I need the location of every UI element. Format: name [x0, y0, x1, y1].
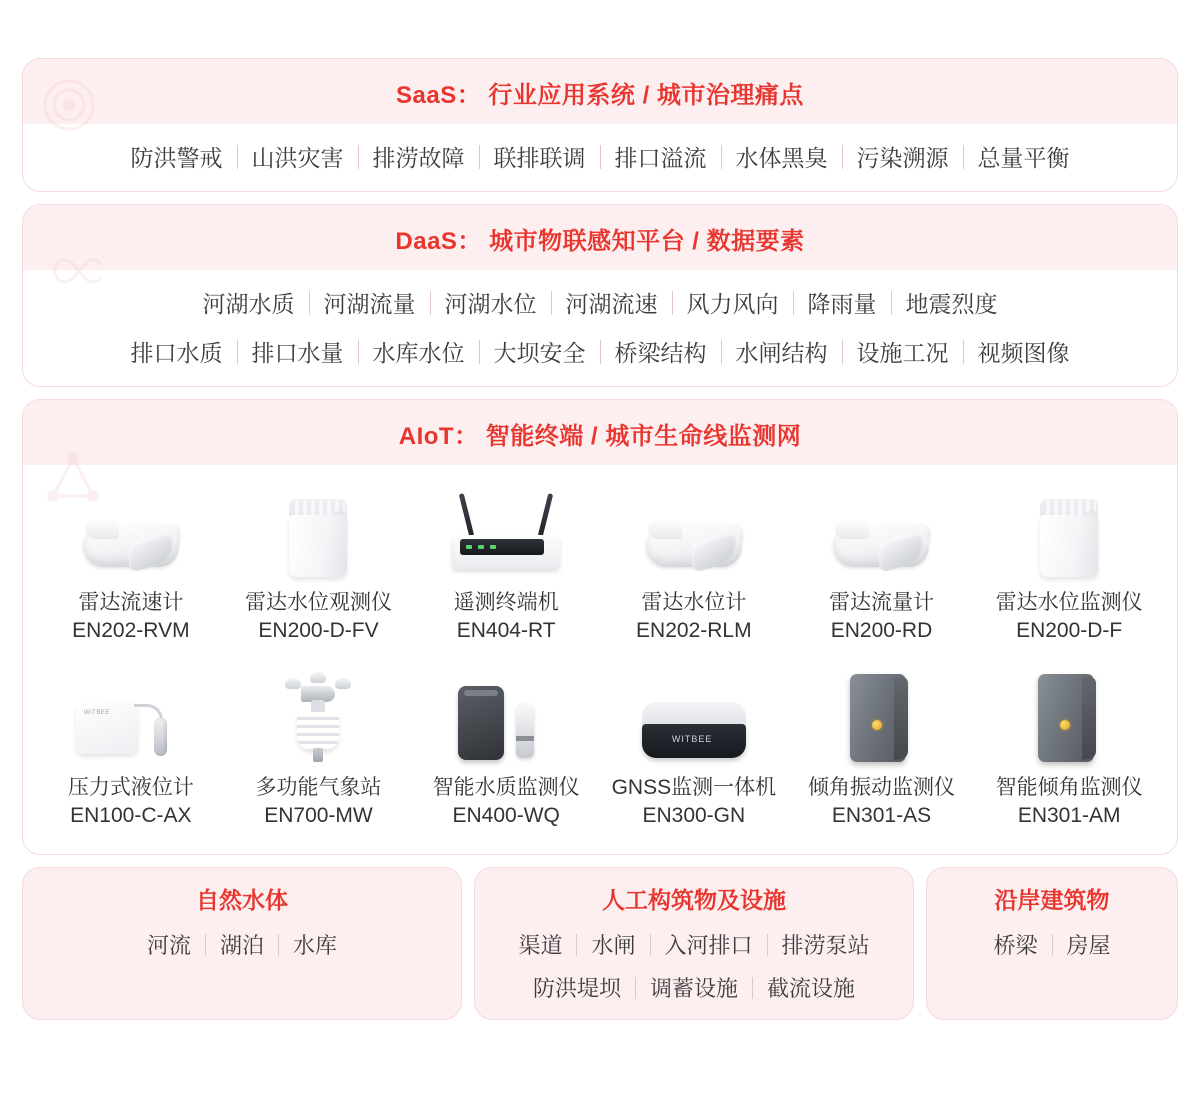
natural-water-item[interactable]: 水库: [293, 933, 338, 959]
saas-item[interactable]: 排口溢流: [614, 145, 707, 171]
device-name: GNSS监测一体机: [611, 775, 777, 799]
daas-item[interactable]: 河湖水质: [202, 291, 295, 317]
device-model: EN301-AS: [831, 804, 932, 828]
daas-header: [23, 205, 1177, 270]
artificial-structures-item[interactable]: 渠道: [518, 933, 563, 959]
device-card[interactable]: [600, 660, 788, 841]
natural-water-box: [22, 867, 462, 1020]
weather-station-icon: [227, 668, 411, 764]
device-model: EN202-RVM: [72, 619, 190, 643]
artificial-structures-title: 人工构筑物及设施: [602, 887, 786, 914]
daas-item[interactable]: 河湖流速: [565, 291, 658, 317]
saas-item[interactable]: 总量平衡: [977, 145, 1070, 171]
monitoring-objects-row: [22, 867, 1178, 1020]
saas-item[interactable]: 联排联调: [493, 145, 586, 171]
coastal-buildings-box: [926, 867, 1178, 1020]
daas-item[interactable]: 地震烈度: [905, 291, 998, 317]
artificial-structures-item[interactable]: 入河排口: [664, 933, 753, 959]
daas-item-row-2: [41, 335, 1159, 368]
daas-item[interactable]: 河湖流量: [323, 291, 416, 317]
artificial-structures-items-row-2: [485, 972, 903, 1003]
saas-body: [23, 124, 1177, 191]
device-card[interactable]: [225, 475, 413, 656]
artificial-structures-items-row-1: [485, 929, 903, 960]
daas-item[interactable]: 水库水位: [372, 340, 465, 366]
white-cube-sensor-icon: [227, 483, 411, 579]
artificial-structures-item[interactable]: 水闸: [591, 933, 636, 959]
coastal-buildings-items: [937, 929, 1167, 960]
artificial-structures-item[interactable]: 截流设施: [767, 976, 856, 1002]
radar-wedge-sensor-icon: [790, 483, 974, 579]
artificial-structures-box: [474, 867, 914, 1020]
radar-wedge-sensor-icon: [39, 483, 223, 579]
device-card[interactable]: [975, 475, 1163, 656]
daas-item[interactable]: 设施工况: [856, 340, 949, 366]
daas-panel: [22, 204, 1178, 387]
saas-item[interactable]: 水体黑臭: [735, 145, 828, 171]
gnss-monitor-icon: WITBEE: [602, 668, 786, 764]
device-model: EN404-RT: [456, 619, 556, 643]
saas-panel: [22, 58, 1178, 192]
natural-water-item[interactable]: 湖泊: [219, 933, 264, 959]
device-model: EN400-WQ: [452, 804, 560, 828]
natural-water-title: 自然水体: [196, 887, 288, 914]
natural-water-items: [33, 929, 451, 960]
device-name: 多功能气象站: [255, 775, 382, 799]
device-name: 雷达流速计: [78, 591, 184, 614]
device-model: EN100-C-AX: [70, 804, 192, 828]
artificial-structures-item[interactable]: 防洪堤坝: [532, 976, 621, 1002]
tilt-vibration-sensor-icon: [790, 668, 974, 764]
daas-body: [23, 270, 1177, 386]
saas-item-row: [41, 140, 1159, 173]
daas-item[interactable]: 风力风向: [686, 291, 779, 317]
device-model: EN202-RLM: [636, 619, 752, 643]
daas-item[interactable]: 河湖水位: [444, 291, 537, 317]
device-name: 雷达水位监测仪: [995, 591, 1143, 614]
device-card[interactable]: [412, 475, 600, 656]
device-model: EN200-D-FV: [258, 619, 379, 643]
radar-wedge-sensor-icon: [602, 483, 786, 579]
device-card[interactable]: [788, 475, 976, 656]
daas-item[interactable]: 桥梁结构: [614, 340, 707, 366]
pressure-level-gauge-icon: WITBEE: [39, 668, 223, 764]
router-terminal-icon: [414, 483, 598, 579]
device-card[interactable]: [600, 475, 788, 656]
aiot-panel: [22, 399, 1178, 855]
device-name: 雷达水位观测仪: [244, 591, 392, 614]
device-name: 智能倾角监测仪: [995, 775, 1143, 799]
artificial-structures-item[interactable]: 调蓄设施: [649, 976, 738, 1002]
saas-header: [23, 59, 1177, 124]
device-model: EN301-AM: [1017, 804, 1121, 828]
device-model: EN200-RD: [830, 619, 933, 643]
daas-item[interactable]: 排口水量: [251, 340, 344, 366]
saas-item[interactable]: 山洪灾害: [251, 145, 344, 171]
device-name: 倾角振动监测仪: [807, 775, 955, 799]
device-model: EN200-D-F: [1016, 619, 1123, 643]
daas-item[interactable]: 水闸结构: [735, 340, 828, 366]
saas-item[interactable]: 污染溯源: [856, 145, 949, 171]
device-model: EN700-MW: [264, 804, 373, 828]
device-card[interactable]: [37, 660, 225, 841]
daas-item[interactable]: 视频图像: [977, 340, 1070, 366]
water-quality-monitor-icon: [414, 668, 598, 764]
coastal-buildings-item[interactable]: 房屋: [1066, 933, 1111, 959]
coastal-buildings-item[interactable]: 桥梁: [993, 933, 1038, 959]
saas-item[interactable]: 排涝故障: [372, 145, 465, 171]
saas-title: SaaS： 行业应用系统 / 城市治理痛点: [396, 82, 804, 109]
device-card[interactable]: [975, 660, 1163, 841]
white-cube-sensor-icon: [977, 483, 1161, 579]
device-model: EN300-GN: [642, 804, 746, 828]
device-card[interactable]: [788, 660, 976, 841]
aiot-header: [23, 400, 1177, 465]
aiot-title: AIoT： 智能终端 / 城市生命线监测网: [398, 423, 802, 450]
device-name: 遥测终端机: [453, 591, 559, 614]
natural-water-item[interactable]: 河流: [146, 933, 191, 959]
device-grid: [23, 465, 1177, 854]
daas-item-row-1: [41, 286, 1159, 319]
daas-item[interactable]: 排口水质: [130, 340, 223, 366]
saas-item[interactable]: 防洪警戒: [130, 145, 223, 171]
device-card[interactable]: [37, 475, 225, 656]
device-card[interactable]: [225, 660, 413, 841]
coastal-buildings-title: 沿岸建筑物: [994, 887, 1110, 914]
artificial-structures-item[interactable]: 排涝泵站: [781, 933, 870, 959]
device-name: 压力式液位计: [67, 775, 194, 799]
device-name: 雷达流量计: [828, 591, 934, 614]
device-name: 智能水质监测仪: [432, 775, 580, 799]
device-card[interactable]: [412, 660, 600, 841]
tilt-sensor-icon: [977, 668, 1161, 764]
daas-item[interactable]: 降雨量: [807, 291, 877, 317]
daas-title: DaaS： 城市物联感知平台 / 数据要素: [395, 228, 805, 255]
daas-item[interactable]: 大坝安全: [493, 340, 586, 366]
device-name: 雷达水位计: [641, 591, 747, 614]
